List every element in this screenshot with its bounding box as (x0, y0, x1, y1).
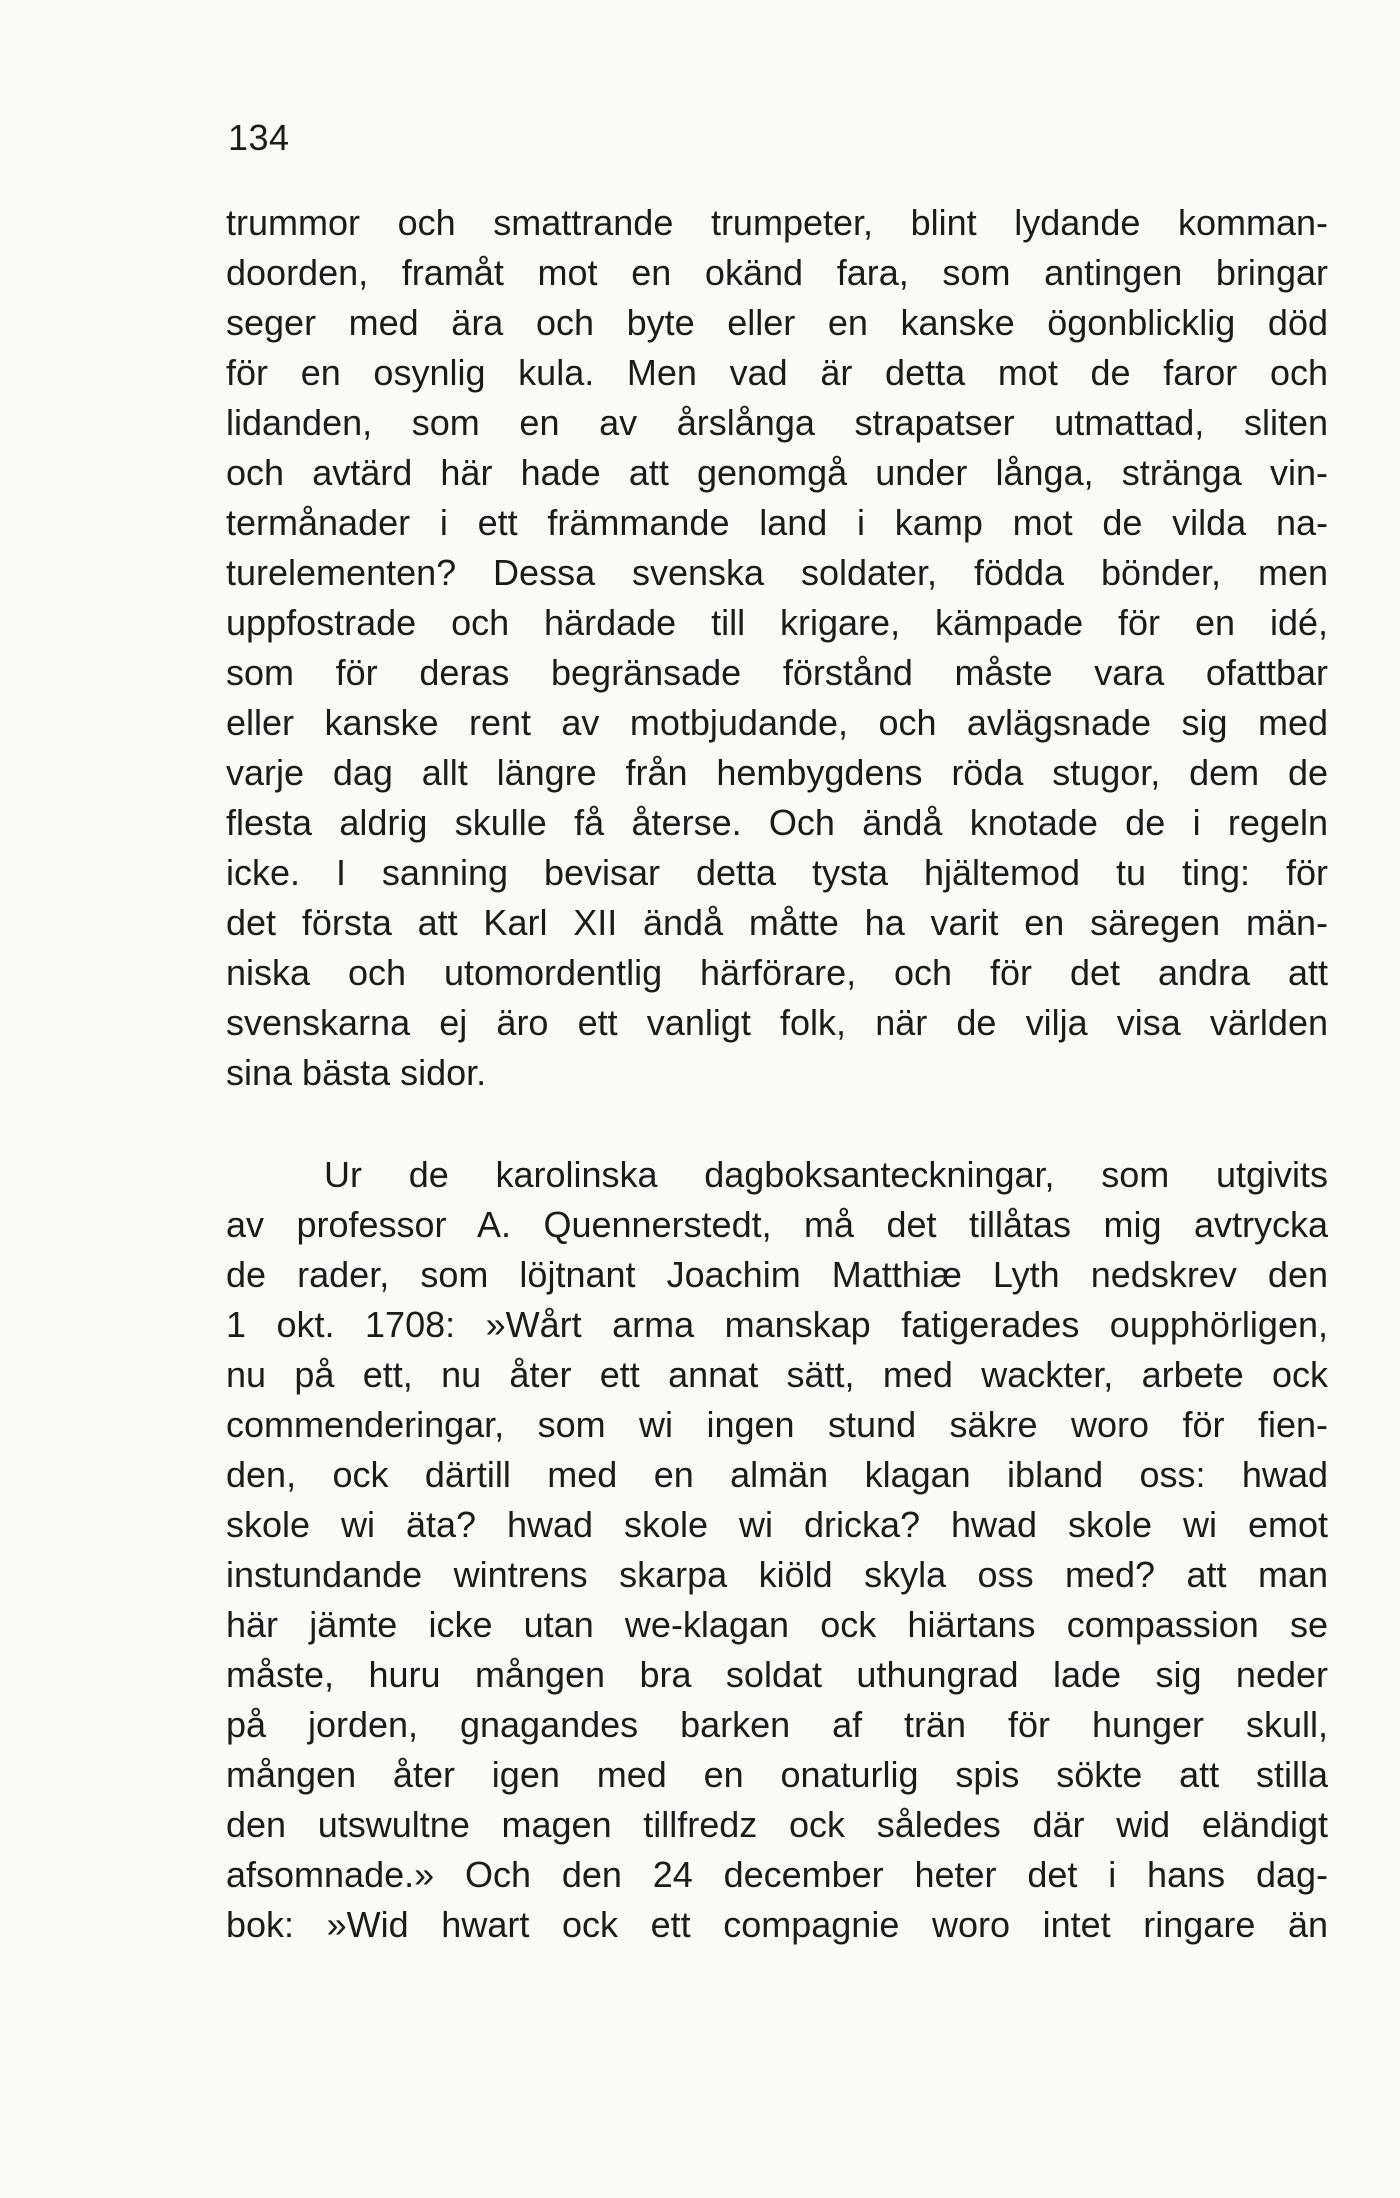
text-line: 1 okt. 1708: »Wårt arma manskap fatigerades oupphörligen, (226, 1304, 1328, 1345)
paragraph-1 (226, 198, 1328, 1098)
text-line: den utswultne magen tillfredz ock således där wid eländigt (226, 1804, 1328, 1845)
text-line: trummor och smattrande trumpeter, blint lydande komman- (226, 202, 1328, 243)
text-line: mången åter igen med en onaturlig spis sökte att stilla (226, 1754, 1328, 1795)
text-line: icke. I sanning bevisar detta tysta hjältemod tu ting: för (226, 852, 1328, 893)
text-line: nu på ett, nu åter ett annat sätt, med wackter, arbete ock (226, 1354, 1328, 1395)
text-line: termånader i ett främmande land i kamp mot de vilda na- (226, 502, 1328, 543)
text-line: afsomnade.» Och den 24 december heter det i hans dag- (226, 1854, 1328, 1895)
text-line: Ur de karolinska dagboksanteckningar, som utgivits (324, 1154, 1328, 1195)
text-line: skole wi äta? hwad skole wi dricka? hwad skole wi emot (226, 1504, 1328, 1545)
text-line: commenderingar, som wi ingen stund säkre woro för fien- (226, 1404, 1328, 1445)
text-line: eller kanske rent av motbjudande, och avlägsnade sig med (226, 702, 1328, 743)
text-line: flesta aldrig skulle få återse. Och ändå knotade de i regeln (226, 802, 1328, 843)
text-line: det första att Karl XII ändå måtte ha varit en säregen män- (226, 902, 1328, 943)
text-line: instundande wintrens skarpa kiöld skyla oss med? att man (226, 1554, 1328, 1595)
page-number: 134 (228, 117, 290, 158)
text-line: turelementen? Dessa svenska soldater, födda bönder, men (226, 552, 1328, 593)
paragraph-2 (226, 1150, 1328, 1950)
text-line: niska och utomordentlig härförare, och för det andra att (226, 952, 1328, 993)
text-line: varje dag allt längre från hembygdens röda stugor, dem de (226, 752, 1328, 793)
text-line: seger med ära och byte eller en kanske ögonblicklig död (226, 302, 1328, 343)
text-line: måste, huru mången bra soldat uthungrad lade sig neder (226, 1654, 1328, 1695)
text-line: den, ock därtill med en almän klagan ibland oss: hwad (226, 1454, 1328, 1495)
text-line: de rader, som löjtnant Joachim Matthiæ Lyth nedskrev den (226, 1254, 1328, 1295)
text-line: som för deras begränsade förstånd måste vara ofattbar (226, 652, 1328, 693)
text-line: lidanden, som en av årslånga strapatser utmattad, sliten (226, 402, 1328, 443)
text-line: sina bästa sidor. (226, 1052, 487, 1093)
text-line: doorden, framåt mot en okänd fara, som antingen bringar (226, 252, 1328, 293)
text-line: på jorden, gnagandes barken af trän för hunger skull, (226, 1704, 1328, 1745)
text-line: bok: »Wid hwart ock ett compagnie woro intet ringare än (226, 1904, 1328, 1945)
text-line: här jämte icke utan we-klagan ock hiärtans compassion se (226, 1604, 1328, 1645)
text-line: för en osynlig kula. Men vad är detta mot de faror och (226, 352, 1328, 393)
text-line: av professor A. Quennerstedt, må det tillåtas mig avtrycka (226, 1204, 1328, 1245)
text-line: och avtärd här hade att genomgå under långa, stränga vin- (226, 452, 1328, 493)
text-line: uppfostrade och härdade till krigare, kämpade för en idé, (226, 602, 1328, 643)
text-line: svenskarna ej äro ett vanligt folk, när de vilja visa världen (226, 1002, 1328, 1043)
